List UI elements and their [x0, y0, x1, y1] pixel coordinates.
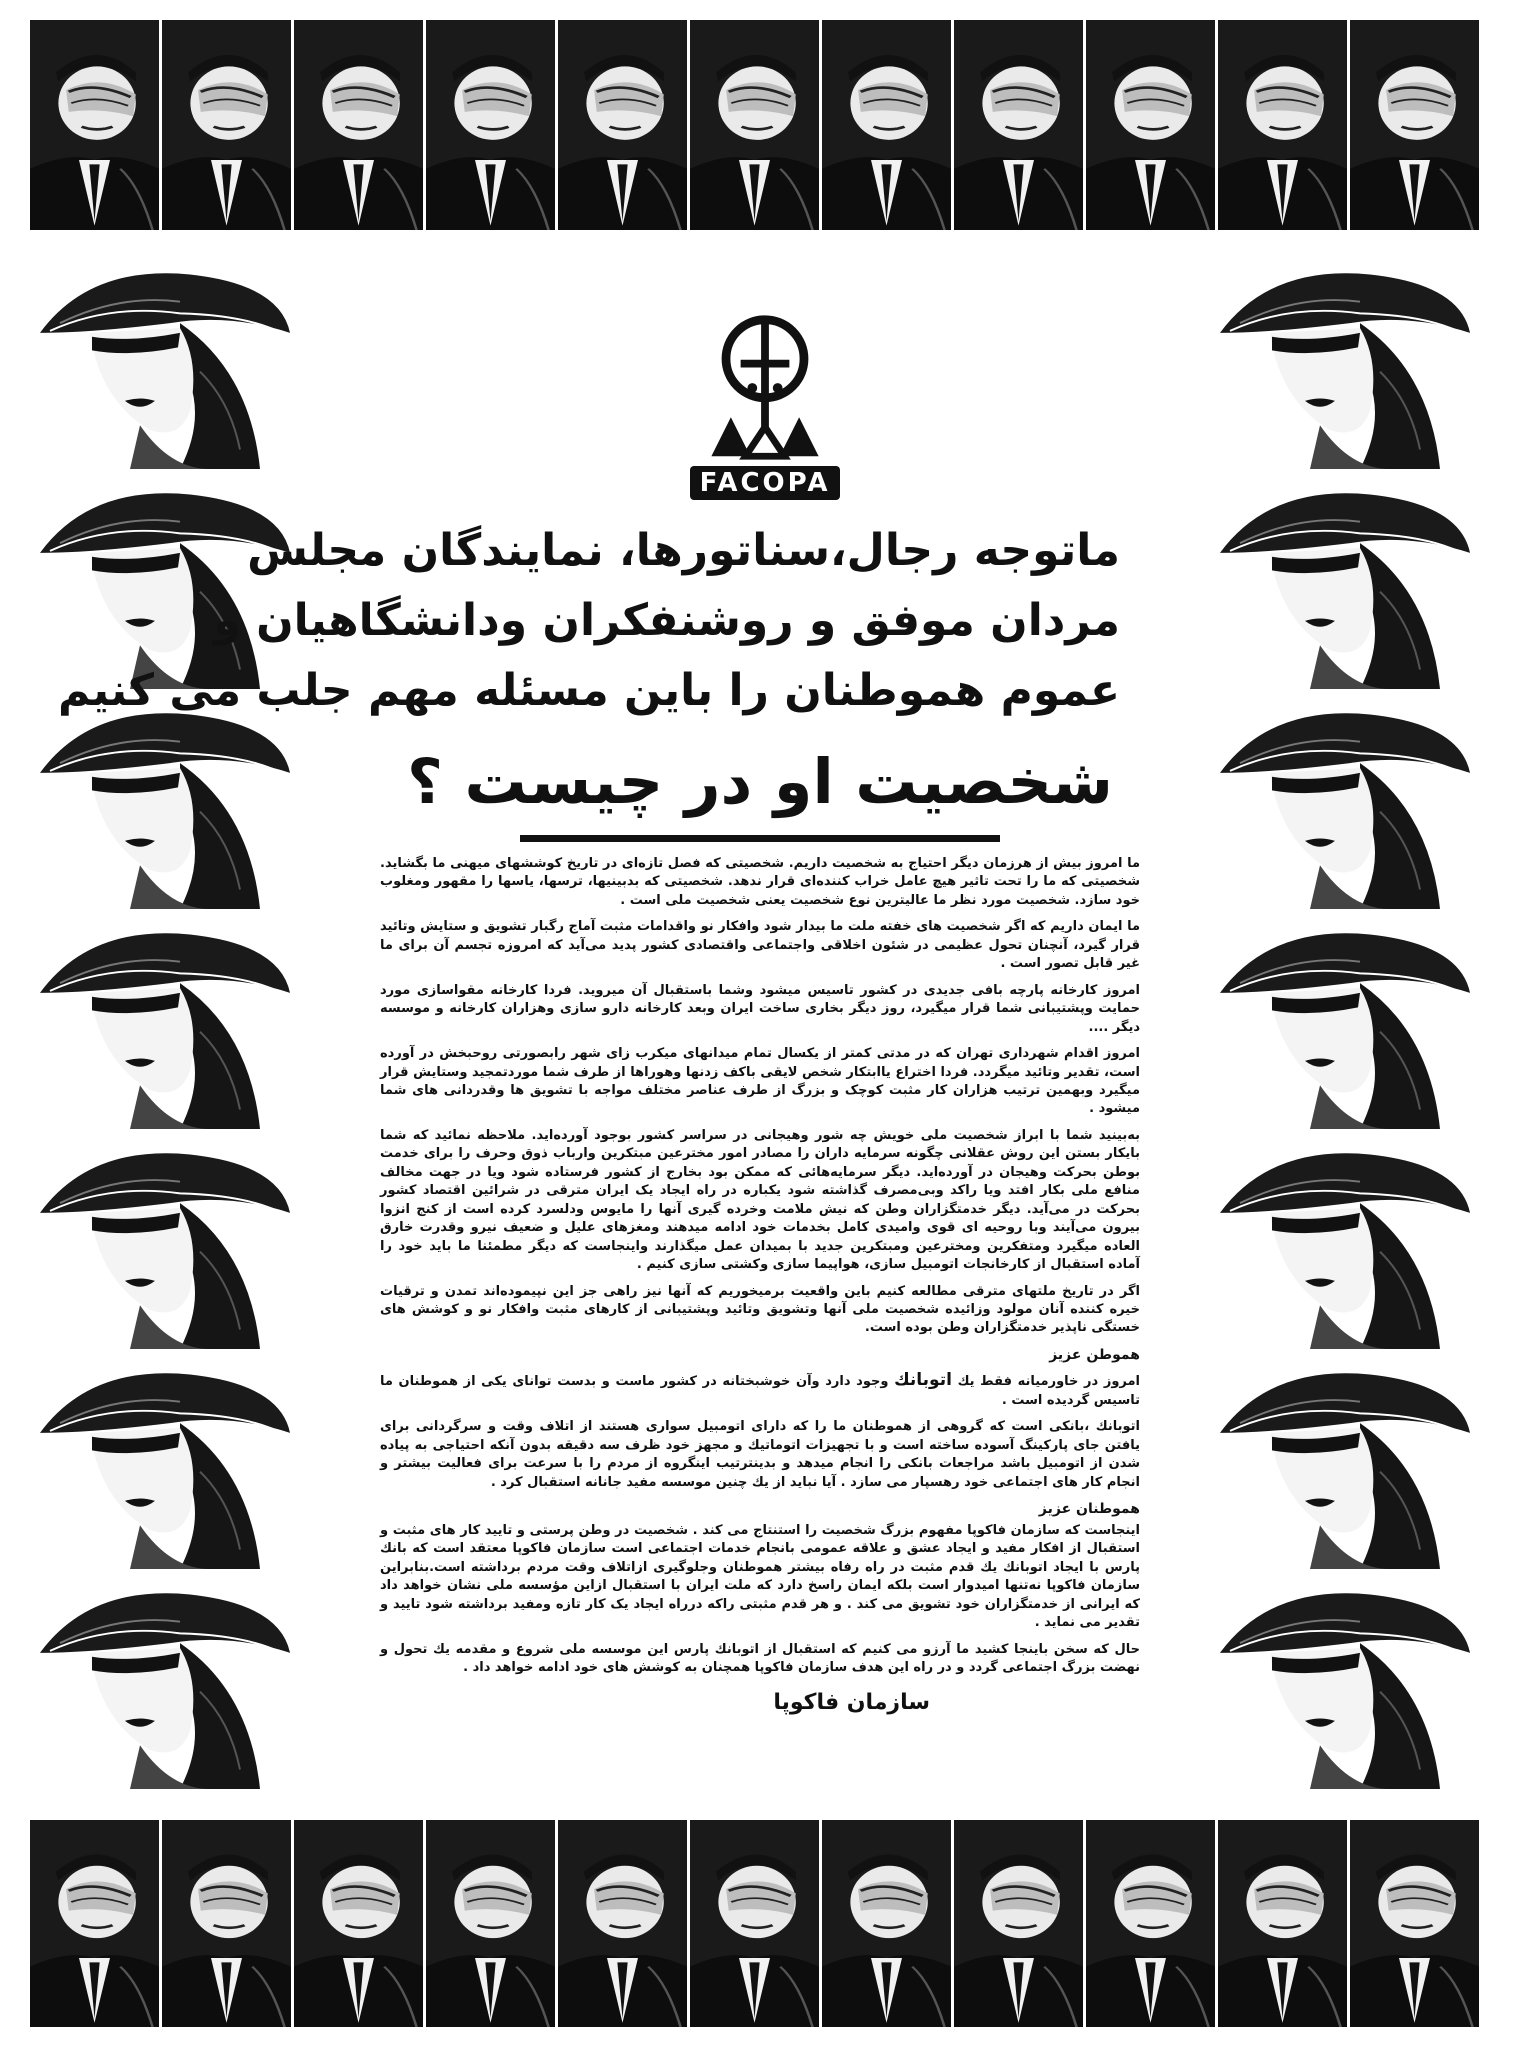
man-photo-tile: [690, 1820, 822, 2027]
man-photo-tile: [1086, 1820, 1218, 2027]
headline-line-1: ماتوجه رجال،سناتورها، نمایندگان مجلس: [247, 525, 1120, 576]
man-photo-tile: [822, 1820, 954, 2027]
woman-photo-tile: [1210, 1135, 1480, 1349]
body-paragraph: امروز اقدام شهرداری تهران که در مدتی کمتر از یکسال تمام میدانهای میکرب زای شهر رابصورتی روحبخش در آورده است، تقدیر وتائید میگردد. فردا اختراع یاابتکار شخص لایقی باکف زدنها وهوراها از طرف شما موردتمجید وستایش قرار میگیرد وبهمین ترتیب هزاران کار مثبت کوچک و بزرگ از طرف عناصر مختلف مواجه با تشویق ها وقدردانی های شما میشود .: [380, 1046, 1140, 1117]
body-paragraph: حال که سخن باینجا کشید ما آرزو می کنیم که استقبال از اتوبانك پارس این موسسه ملی شروع و مقدمه یك تحول و نهضت بزرگ اجتماعی گردد و در راه این هدف سازمان فاکوپا همچنان به کوشش های خود ادامه خواهد داد .: [380, 1641, 1140, 1676]
body-paragraph: اتوبانك ،بانکی است که گروهی از هموطنان ما را که دارای اتومبیل سواری هستند از اتلاف وقت و سرگردانی برای یافتن جای پارکینگ آسوده ساخته است و با تجهیزات اتوماتیك و مجهز خود ظرف سه دقیقه بدون آنکه احتیاجی به پیاده شدن از اتومبیل باشد مراجعات بانکی را انجام میدهد و بدینترتیب اینگروه از مردم را با سرعت برای فعالیت بیشتر و انجام کار های اجتماعی خود رهسپار می سازد . آیا نباید از یك چنین موسسه مفید جانانه استقبال کرد .: [380, 1419, 1140, 1490]
headline-question: شخصیت او در چیست ؟: [406, 745, 1113, 818]
woman-photo-tile: [1210, 255, 1480, 469]
autobank-brand: اتوبانك: [894, 1369, 952, 1390]
woman-photo-tile: [30, 695, 300, 909]
man-photo-tile: [1218, 1820, 1350, 2027]
body-paragraph: اگر در تاریخ ملتهای مترقی مطالعه کنیم باین واقعیت برمیخوریم که آنها نیز راهی جز این نپیموده‌اند تمدن و ترقیات خیره کننده آنان مولود وزائیده شخصیت ملی آنها وتشویق وتائید وپشتیبانی از کارهای مثبت وافکار نو و کوشش های خستگی ناپذیر خدمتگزاران وطن بوده است.: [380, 1283, 1140, 1336]
man-photo-tile: [558, 20, 690, 230]
woman-photo-tile: [30, 255, 300, 469]
man-photo-tile: [1350, 20, 1482, 230]
woman-photo-tile: [30, 1355, 300, 1569]
facopa-logo-icon: [690, 310, 840, 466]
divider-rule: [520, 835, 1000, 842]
man-photo-tile: [30, 20, 162, 230]
body-paragraph: امروز کارخانه پارچه بافی جدیدی در کشور تاسیس میشود وشما باستقبال آن میروید. فردا کارخانه مقواسازی مورد حمایت وپشتیبانی شما قرار میگیرد، روز دیگر بخاری ساخت ایران وبعد کارخانه دارو سازی وهزاران کارخانه و موسسه دیگر ....: [380, 982, 1140, 1035]
woman-photo-tile: [30, 475, 300, 689]
body-paragraph: اینجاست که سازمان فاکوپا مفهوم بزرگ شخصیت را استنتاج می کند . شخصیت در وطن پرستی و تایید کار های مثبت و استقبال از افکار مفید و ایجاد عشق و علاقه عمومی بانجام خدمات اجتماعی است سازمان فاکوپا معتقد است که بانك پارس با ایجاد اتوبانك یك قدم مثبت در راه رفاه بیشتر هموطنان وجلوگیری ازاتلاف وقت مردم برداشته است.بنابراین سازمان فاکوپا نه‌تنها امیدوار است بلکه ایمان راسخ دارد که ملت ایران با استقبال ازاین مؤسسه ملی نشان خواهد داد که ایرانی از خدمتگزاران خود تشویق می کند . و هر قدم مثبتی راکه درراه ایجاد یک کار تازه ومفید برداشته شود تایید و تقدیر می نماید .: [380, 1523, 1140, 1631]
man-photo-tile: [822, 20, 954, 230]
woman-photo-tile: [1210, 915, 1480, 1129]
woman-photo-tile: [1210, 1355, 1480, 1569]
facopa-wordmark: FACOPA: [690, 466, 840, 500]
ad-body-text: [380, 855, 1140, 1686]
right-photo-strip: [1210, 255, 1480, 1795]
man-photo-tile: [294, 1820, 426, 2027]
man-photo-tile: [690, 20, 822, 230]
signature: سازمان فاکوپا: [773, 1690, 930, 1715]
woman-photo-tile: [1210, 475, 1480, 689]
man-photo-tile: [1350, 1820, 1482, 2027]
body-text-span: وجود دارد وآن خوشبختانه در کشور ماست و بدست توانای یکی از هموطنان ما تاسیس گردیده است .: [380, 1373, 1140, 1408]
body-paragraph: ما ایمان داریم که اگر شخصیت های خفته ملت ما بیدار شود وافکار نو واقدامات مثبت آماج رگبار تشویق و ستایش وتائید قرار گیرد، آنچنان تحول عظیمی در شئون اخلاقی واجتماعی واقتصادی کشور پدید می‌آید که امروزه تجسم آن برای ما غیر قابل تصور است .: [380, 919, 1140, 972]
woman-photo-tile: [30, 1575, 300, 1789]
woman-photo-tile: [30, 1135, 300, 1349]
ad-content-panel: [57, 255, 1160, 1795]
man-photo-tile: [294, 20, 426, 230]
body-text-span: امروز در خاورمیانه فقط یك: [957, 1373, 1140, 1389]
top-photo-strip: [0, 0, 1518, 250]
man-photo-tile: [1218, 20, 1350, 230]
headline-line-3: عموم هموطنان را باین مسئله مهم جلب می کنیم: [57, 665, 1120, 716]
section-subheading: هموطنان عزیز: [1038, 1501, 1140, 1518]
man-photo-tile: [954, 20, 1086, 230]
man-photo-tile: [162, 20, 294, 230]
facopa-logo: [690, 310, 840, 500]
woman-photo-tile: [1210, 695, 1480, 909]
man-photo-tile: [954, 1820, 1086, 2027]
woman-photo-tile: [1210, 1575, 1480, 1789]
man-photo-tile: [30, 1820, 162, 2027]
man-photo-tile: [426, 1820, 558, 2027]
man-photo-tile: [426, 20, 558, 230]
section-subheading: هموطن عزیز: [1049, 1346, 1140, 1363]
woman-photo-tile: [30, 915, 300, 1129]
body-paragraph: به‌بینید شما با ابراز شخصیت ملی خویش چه شور وهیجانی در سراسر کشور بوجود آورده‌اید. ملاحظه نمائید که شما بایکار بستن این روش عقلانی چگونه سرمایه داران را مصادر امور مخترعین مبتکرین وارباب ذوق وحرف را برای خدمت بوطن بحرکت وهیجان در آورده‌اید. دیگر سرمایه‌هائی که ممکن بود بخارج از کشور فرستاده شود ویا در جهت مخالف منافع ملی بکار افتد ویا راکد وبی‌مصرف گذاشته شود یکباره در راه ایجاد یک ایران مترقی در شرائین اقتصاد کشور بحرکت در می‌آید. دیگر خدمتگزاران وطن که نیش ملامت وخرده گیری آنها را مایوس ودلسرد کرده است از کنج انزوا بیرون می‌آیند وبا روحیه ای قوی وامیدی کامل بخدمات خود ادامه میدهند ومغزهای علیل و ضعیف نیرو وقدرت خارق العاده میگیرد ومتفکرین ومخترعین ومبتکرین جدید با بمیدان عمل میگذارند واینجاست که دیگر مطمئنا ما باید خود را آماده استقبال از کارخانجات اتومبیل سازی، هواپیما سازی وکشتی سازی کنیم .: [380, 1127, 1140, 1273]
man-photo-tile: [1086, 20, 1218, 230]
man-photo-tile: [558, 1820, 690, 2027]
left-photo-strip: [30, 255, 300, 1795]
man-photo-tile: [162, 1820, 294, 2027]
body-paragraph: [380, 1368, 1140, 1411]
bottom-photo-strip: [0, 1800, 1518, 2047]
headline-line-2: مردان موفق و روشنفکران ودانشگاهیان و: [213, 595, 1120, 646]
body-paragraph: ما امروز بیش از هرزمان دیگر احتیاج به شخصیت داریم. شخصیتی که فصل تازه‌ای در تاریخ کوششهای میهنی ما بگشاید. شخصیتی که ما را تحت تاثیر هیچ عامل خراب کننده‌ای قرار ندهد. شخصیتی که بدبینیها، ترسها، یاسها را مقهور ومغلوب خود سازد. شخصیت مورد نظر ما عالیترین نوع شخصیت یعنی شخصیت ملی است .: [380, 856, 1140, 908]
